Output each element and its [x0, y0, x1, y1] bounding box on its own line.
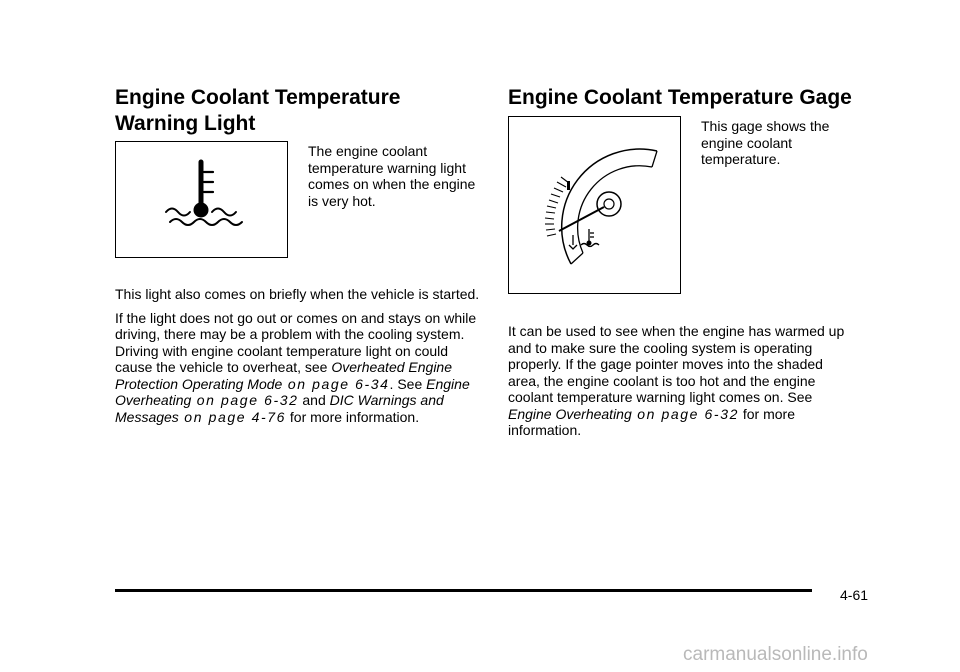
- paragraph: If the light does not go out or comes on and stays on while driving, there may be a problem with the cooling system. Driving with engine coolant temperature light on could cause the vehicle to overheat, see Overheated Engine Protection Operating Mode on page 6-34. See Engine Overheating on page 6-32 and DIC Warnings and Messages on page 4-76 for more information.: [115, 309, 477, 425]
- paragraph: This light also comes on briefly when the vehicle is started.: [115, 286, 480, 302]
- warning-light-figure: [115, 141, 288, 258]
- section-title-gage: Engine Coolant Temperature Gage: [508, 86, 852, 109]
- gage-body: [508, 323, 853, 446]
- gage-description: This gage shows the engine coolant temperature.: [701, 118, 830, 167]
- reference-link[interactable]: Overheated Engine Protection Operating Mode on page 6-34: [115, 359, 452, 392]
- paragraph: It can be used to see when the engine has warmed up and to make sure the cooling system is operating properly. If the gage pointer moves into the shaded area, the engine coolant is too hot and the engine coolant temperature warning light comes on. See Engine Overheating on page 6-32 for more information.: [508, 323, 845, 438]
- page-number: 4-61: [840, 587, 869, 603]
- footer-rule: [115, 589, 812, 592]
- coolant-temperature-gage-icon: [509, 117, 679, 292]
- watermark: carmanualsonline.info: [683, 644, 868, 665]
- warning-light-description: The engine coolant temperature warning light comes on when the engine is very hot.: [308, 143, 476, 209]
- warning-light-body: [115, 286, 480, 432]
- reference-link[interactable]: Engine Overheating on page 6-32: [115, 375, 470, 408]
- reference-link[interactable]: DIC Warnings and Messages on page 4-76: [115, 392, 444, 425]
- gage-figure: [508, 116, 681, 294]
- coolant-temperature-thermometer-icon: [116, 142, 286, 256]
- section-title-warning-light: Engine Coolant Temperature Warning Light: [115, 86, 401, 135]
- reference-link[interactable]: Engine Overheating on page 6-32: [508, 405, 739, 422]
